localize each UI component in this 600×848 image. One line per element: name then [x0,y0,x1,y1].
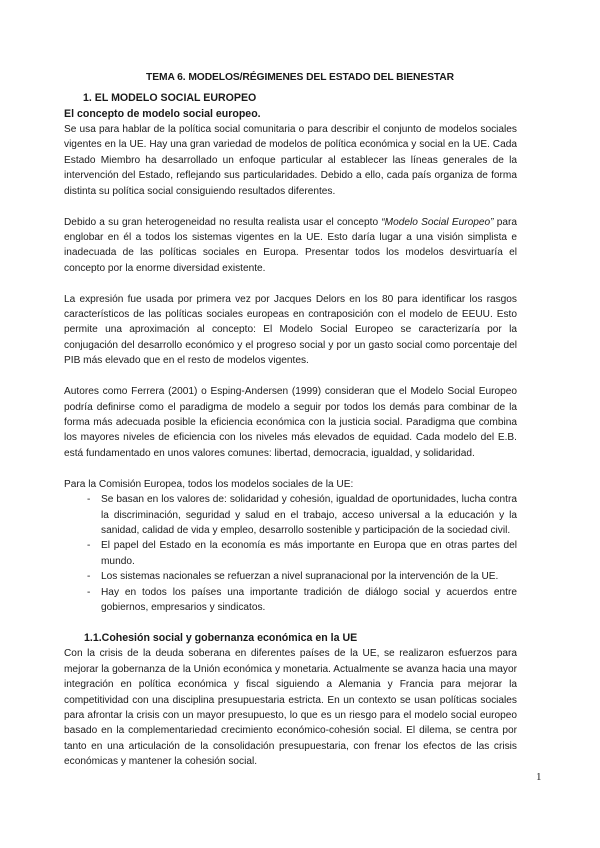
list-item: - Se basan en los valores de: solidaridad y cohesión, igualdad de oportunidades, lucha contra la discriminación, seguridad y salud en el trabajo, acceso universal a la educación y la sanidad, calidad de vida y empleo, desarrollo sostenible y participación de la sociedad civil. [64,492,517,538]
paragraph-3: La expresión fue usada por primera vez por Jacques Delors en los 80 para identificar los rasgos característicos de las políticas sociales europeas en contraposición con el modelo de EEUU. Esto permite una aproximación al concepto: El Modelo Social Europeo se caracterizaría por la conjugación del desarrollo económico y el progreso social y por un gasto social como porcentaje del PIB más elevado que en el resto de modelos vigentes. [64,293,517,367]
document-body [64,122,517,770]
section-heading-1-1: 1.1.Cohesión social y gobernanza económica en la UE [84,631,358,644]
page-number: 1 [536,771,542,783]
list-item: - Hay en todos los países una importante tradición de diálogo social y acuerdos entre gobiernos, empresarios y sindicatos. [64,585,517,616]
paragraph-6: Con la crisis de la deuda soberana en diferentes países de la UE, se realizaron esfuerzos para mejorar la gobernanza de la Unión económica y monetaria. Actualmente se avanza hacia una mayor integración en política económica y fiscal siguiendo a Alemania y Francia para mejorar la competitividad con una disciplina presupuestaria estricta. En un contexto se usan políticas sociales para afrontar la crisis con un mayor presupuesto, lo que es un riesgo para el modelo social europeo basado en la complementariedad crecimiento económico-cohesión social. El dilema, se centra por tanto en una articulación de la consolidación presupuestaria, con frenar los efectos de las crisis económicas y mantener la cohesión social. [64,648,517,768]
paragraph-1: Se usa para hablar de la política social comunitaria o para describir el conjunto de modelos sociales vigentes en la UE. Hay una gran variedad de modelos de política económica y social en la UE. Cada Estado Miembro ha desarrollado un enfoque particular al establecer las líneas generales de la intervención del Estado, reflejando sus particularidades. Debido a ello, cada país organiza de forma distinta su política social consiguiendo resultados diferentes. [64,124,517,197]
section-heading-1: 1. EL MODELO SOCIAL EUROPEO [83,92,257,104]
subheading-concept: El concepto de modelo social europeo. [64,108,261,120]
paragraph-4: Autores como Ferrera (2001) o Esping-Andersen (1999) consideran que el Modelo Social Europeo podría definirse como el paradigma de modelo a seguir por todos los demás para combinar de la forma más adecuada posible la eficiencia económica con la justicia social. Paradigma que combina los mayores niveles de eficiencia con los niveles más elevados de equidad. Cada modelo del E.B. está fundamentado en unos valores comunes: libertad, democracia, igualdad, y solidaridad. [64,386,517,459]
list-item: - Los sistemas nacionales se refuerzan a nivel supranacional por la intervención de la UE. [64,569,517,584]
paragraph-2-part-a: Debido a su gran heterogeneidad no resulta realista usar el concepto [64,216,382,228]
paragraph-2 [64,215,517,277]
quoted-term: “Modelo Social Europeo” [381,216,494,228]
paragraph-2-part-b: para englobar en él a todos los sistemas vigentes en la UE. Esto daría lugar a una visión simplista e inadecuada de las políticas sociales en Europa. Presentar todos los modelos desvirtuaría el concepto por la enorme diversidad existente. [64,216,518,274]
document-title: TEMA 6. MODELOS/RÉGIMENES DEL ESTADO DEL BIENESTAR [146,72,454,83]
values-list [64,492,517,615]
paragraph-5-intro: Para la Comisión Europea, todos los modelos sociales de la UE: [64,478,354,490]
list-item: - El papel del Estado en la economía es más importante en Europa que en otras partes del mundo. [64,538,517,569]
